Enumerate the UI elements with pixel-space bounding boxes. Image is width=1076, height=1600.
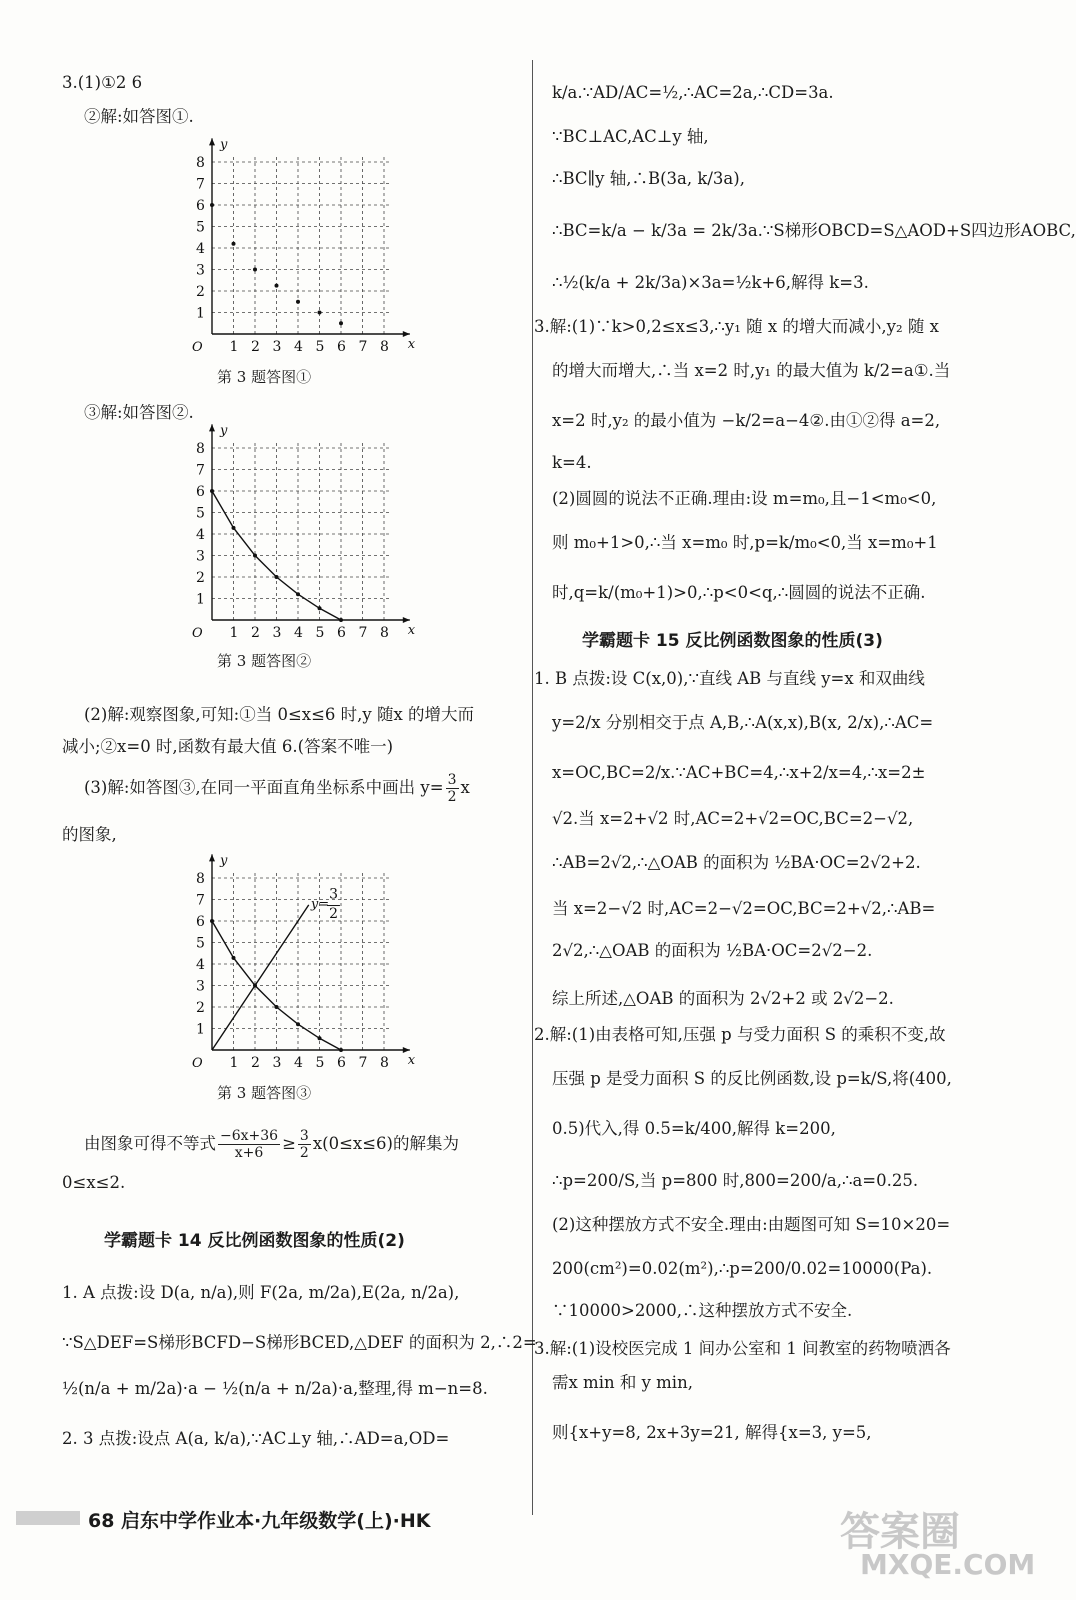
y-tick-label: 3	[196, 262, 205, 279]
section-14-title: 学霸题卡 14 反比例函数图象的性质(2)	[104, 1231, 405, 1251]
y-arrow	[209, 138, 215, 145]
r-line-1: k/a.∵AD/AC=½,∴AC=2a,∴CD=3a.	[552, 83, 834, 102]
ineq-fraction-2: $\frac{3}{2}$	[299, 1128, 309, 1161]
data-point	[232, 242, 236, 246]
curve-point	[275, 1005, 279, 1009]
y-tick-label: 4	[196, 527, 205, 543]
curve-point	[318, 1036, 322, 1040]
section-15-title: 学霸题卡 15 反比例函数图象的性质(3)	[582, 631, 883, 651]
data-point	[296, 300, 300, 304]
r-line-4: ∴BC=k/a − k/3a = 2k/3a.∵S梯形OBCD=S△AOD+S四边形AOBC,	[552, 221, 1076, 240]
origin-label: O	[192, 1056, 203, 1071]
r-line-14: y=2/x 分别相交于点 A,B,∴A(x,x),B(x, 2/x),∴AC=	[552, 713, 934, 732]
data-point	[275, 284, 279, 288]
data-point	[339, 321, 343, 325]
curve-point	[253, 554, 257, 558]
y-tick-label: 8	[196, 155, 205, 171]
origin-label: O	[192, 340, 203, 355]
q3-3-a-text: (3)解:如答图③,在同一平面直角坐标系中画出 y=	[84, 778, 444, 797]
x-tick-label: 4	[294, 625, 303, 641]
x-tick-label: 3	[272, 339, 282, 355]
q3-2-a: (2)解:观察图象,可知:①当 0≤x≤6 时,y 随x 的增大而	[84, 705, 475, 724]
graph3-caption: 第 3 题答图③	[217, 1084, 312, 1102]
s14-line-1: 1. A 点拨:设 D(a, n/a),则 F(2a, m/2a),E(2a, n/2a),	[62, 1283, 460, 1302]
x-tick-label: 6	[337, 339, 346, 355]
curve-point	[339, 618, 343, 622]
r-line-5: ∴½(k/a + 2k/3a)×3a=½k+6,解得 k=3.	[552, 273, 869, 292]
x-tick-label: 8	[380, 1055, 389, 1071]
x-tick-label: 5	[315, 339, 325, 355]
y-axis-label: y	[220, 423, 228, 439]
x-tick-label: 1	[229, 625, 239, 641]
y-arrow	[209, 424, 215, 431]
r-line-29: 需x min 和 y min,	[552, 1373, 693, 1392]
r-line-24: ∴p=200/S,当 p=800 时,800=200/a,∴a=0.25.	[552, 1171, 919, 1190]
y-axis-label: y	[220, 853, 228, 869]
x-tick-label: 2	[251, 1055, 260, 1071]
watermark-url: MXQE.COM	[860, 1548, 1036, 1581]
y-tick-label: 6	[196, 198, 205, 214]
x-tick-label: 3	[272, 625, 282, 641]
q3-2-b: 减小;②x=0 时,函数有最大值 6.(答案不唯一)	[62, 737, 394, 756]
s14-line-3: ½(n/a + m/2a)·a − ½(n/a + n/2a)·a,整理,得 m−n=8.	[62, 1379, 488, 1398]
y-tick-label: 3	[196, 978, 205, 995]
r-line-7: 的增大而增大,∴当 x=2 时,y₁ 的最大值为 k/2=a①.当	[552, 361, 951, 380]
line-label-num: 3	[329, 886, 339, 903]
y-arrow	[209, 854, 215, 861]
data-point	[210, 203, 214, 207]
x-axis-label: x	[407, 1053, 416, 1068]
ineq-post: x(0≤x≤6)的解集为	[312, 1134, 459, 1153]
x-tick-label: 6	[337, 1055, 346, 1071]
fraction: $\frac{3}{2}$	[447, 772, 457, 805]
y-tick-label: 7	[196, 462, 205, 479]
y-tick-label: 4	[196, 241, 205, 257]
y-tick-label: 8	[196, 871, 205, 887]
graph-3	[182, 853, 416, 1080]
r-line-10: (2)圆圆的说法不正确.理由:设 m=m₀,且−1<m₀<0,	[552, 489, 937, 508]
y-tick-label: 5	[196, 935, 205, 952]
curve-point	[232, 526, 236, 530]
x-tick-label: 4	[294, 1055, 303, 1071]
curve-point	[275, 575, 279, 579]
x-tick-label: 5	[315, 1055, 325, 1071]
ineq-fraction: $\frac{-6x+36}{x+6}$	[220, 1128, 279, 1161]
data-point	[318, 311, 322, 315]
r-line-17: ∴AB=2√2,∴△OAB 的面积为 ½BA·OC=2√2+2.	[552, 853, 921, 872]
x-tick-label: 3	[272, 1055, 282, 1071]
ineq-pre: 由图象可得不等式	[84, 1134, 216, 1153]
x-axis-label: x	[407, 623, 416, 638]
r-line-30: 则{x+y=8, 2x+3y=21, 解得{x=3, y=5,	[552, 1423, 872, 1442]
curve-point	[318, 606, 322, 610]
x-tick-label: 1	[229, 1055, 239, 1071]
y-tick-label: 1	[196, 591, 205, 608]
y-tick-label: 4	[196, 957, 205, 973]
r-line-15: x=OC,BC=2/x.∵AC+BC=4,∴x+2/x=4,∴x=2±	[552, 763, 926, 782]
y-tick-label: 7	[196, 176, 205, 193]
r-line-9: k=4.	[552, 453, 592, 472]
q3-3-a	[84, 772, 470, 805]
r-line-13: 1. B 点拨:设 C(x,0),∵直线 AB 与直线 y=x 和双曲线	[534, 669, 925, 688]
r-line-20: 综上所述,△OAB 的面积为 2√2+2 或 2√2−2.	[552, 989, 894, 1008]
y-tick-label: 6	[196, 484, 205, 500]
y-tick-label: 8	[196, 441, 205, 457]
x-tick-label: 4	[294, 339, 303, 355]
r-line-6: 3.解:(1)∵k>0,2≤x≤3,∴y₁ 随 x 的增大而减小,y₂ 随 x	[534, 317, 939, 336]
y-tick-label: 2	[196, 570, 205, 586]
curve-point	[210, 919, 214, 923]
data-point	[253, 268, 257, 272]
r-line-18: 当 x=2−√2 时,AC=2−√2=OC,BC=2+√2,∴AB=	[552, 899, 936, 918]
y-tick-label: 1	[196, 1021, 205, 1038]
y-tick-label: 3	[196, 548, 205, 565]
r-line-23: 0.5)代入,得 0.5=k/400,解得 k=200,	[552, 1119, 836, 1138]
r-line-12: 时,q=k/(m₀+1)>0,∴p<0<q,∴圆圆的说法不正确.	[552, 583, 926, 602]
watermark: 答案圈	[840, 1509, 960, 1555]
curve-point	[296, 1022, 300, 1026]
y-tick-label: 6	[196, 914, 205, 930]
y-tick-label: 2	[196, 1000, 205, 1016]
r-line-16: √2.当 x=2+√2 时,AC=2+√2=OC,BC=2−√2,	[552, 809, 914, 828]
s14-line-4: 2. 3 点拨:设点 A(a, k/a),∵AC⊥y 轴,∴AD=a,OD=	[62, 1429, 450, 1448]
line-label: y=	[310, 897, 330, 913]
graph-1	[182, 137, 416, 364]
graph-2	[182, 423, 416, 650]
r-line-27: ∵10000>2000,∴这种摆放方式不安全.	[552, 1301, 853, 1320]
page-marker	[16, 1511, 80, 1525]
s14-line-2: ∵S△DEF=S梯形BCFD−S梯形BCED,△DEF 的面积为 2,∴2=	[62, 1333, 537, 1352]
y-tick-label: 5	[196, 219, 205, 236]
y-tick-label: 2	[196, 284, 205, 300]
q3-head: 3.(1)①2 6	[62, 73, 143, 92]
ineq-answer: 0≤x≤2.	[62, 1173, 126, 1192]
x-tick-label: 7	[358, 339, 368, 355]
curve-point	[210, 489, 214, 493]
origin-label: O	[192, 626, 203, 641]
q3-3-tail: x	[460, 778, 470, 797]
graph1-caption: 第 3 题答图①	[217, 368, 312, 386]
y-axis-label: y	[220, 137, 228, 153]
curve-point	[339, 1048, 343, 1052]
x-tick-label: 8	[380, 625, 389, 641]
x-axis-label: x	[407, 337, 416, 352]
x-tick-label: 1	[229, 339, 239, 355]
r-line-19: 2√2,∴△OAB 的面积为 ½BA·OC=2√2−2.	[552, 941, 873, 960]
r-line-11: 则 m₀+1>0,∴当 x=m₀ 时,p=k/m₀<0,当 x=m₀+1	[552, 533, 938, 552]
y-tick-label: 7	[196, 892, 205, 909]
y-tick-label: 5	[196, 505, 205, 522]
curve-point	[232, 956, 236, 960]
r-line-2: ∵BC⊥AC,AC⊥y 轴,	[552, 127, 709, 146]
graph2-caption: 第 3 题答图②	[217, 652, 312, 670]
x-tick-label: 6	[337, 625, 346, 641]
r-line-22: 压强 p 是受力面积 S 的反比例函数,设 p=k/S,将(400,	[552, 1069, 952, 1088]
q3-p3: ③解:如答图②.	[84, 403, 194, 422]
r-line-28: 3.解:(1)设校医完成 1 间办公室和 1 间教室的药物喷洒各	[534, 1339, 951, 1358]
inequality-line	[84, 1128, 459, 1161]
q3-3-b: 的图象,	[62, 825, 117, 844]
page-footer: 68 启东中学作业本·九年级数学(上)·HK	[88, 1510, 431, 1532]
curve-point	[296, 592, 300, 596]
x-tick-label: 2	[251, 339, 260, 355]
x-tick-label: 8	[380, 339, 389, 355]
y-tick-label: 1	[196, 305, 205, 322]
r-line-26: 200(cm²)=0.02(m²),∴p=200/0.02=10000(Pa).	[552, 1259, 933, 1278]
x-tick-label: 5	[315, 625, 325, 641]
r-line-25: (2)这种摆放方式不安全.理由:由题图可知 S=10×20=	[552, 1215, 951, 1234]
r-line-3: ∴BC∥y 轴,∴B(3a, k/3a),	[552, 169, 745, 188]
ineq-mid: ≥	[282, 1134, 296, 1153]
q3-p2: ②解:如答图①.	[84, 107, 194, 126]
x-tick-label: 2	[251, 625, 260, 641]
x-tick-label: 7	[358, 1055, 368, 1071]
line-label-den: 2	[329, 905, 339, 922]
r-line-8: x=2 时,y₂ 的最小值为 −k/2=a−4②.由①②得 a=2,	[552, 411, 941, 430]
r-line-21: 2.解:(1)由表格可知,压强 p 与受力面积 S 的乘积不变,故	[534, 1025, 946, 1044]
x-tick-label: 7	[358, 625, 368, 641]
column-divider	[532, 60, 533, 1515]
